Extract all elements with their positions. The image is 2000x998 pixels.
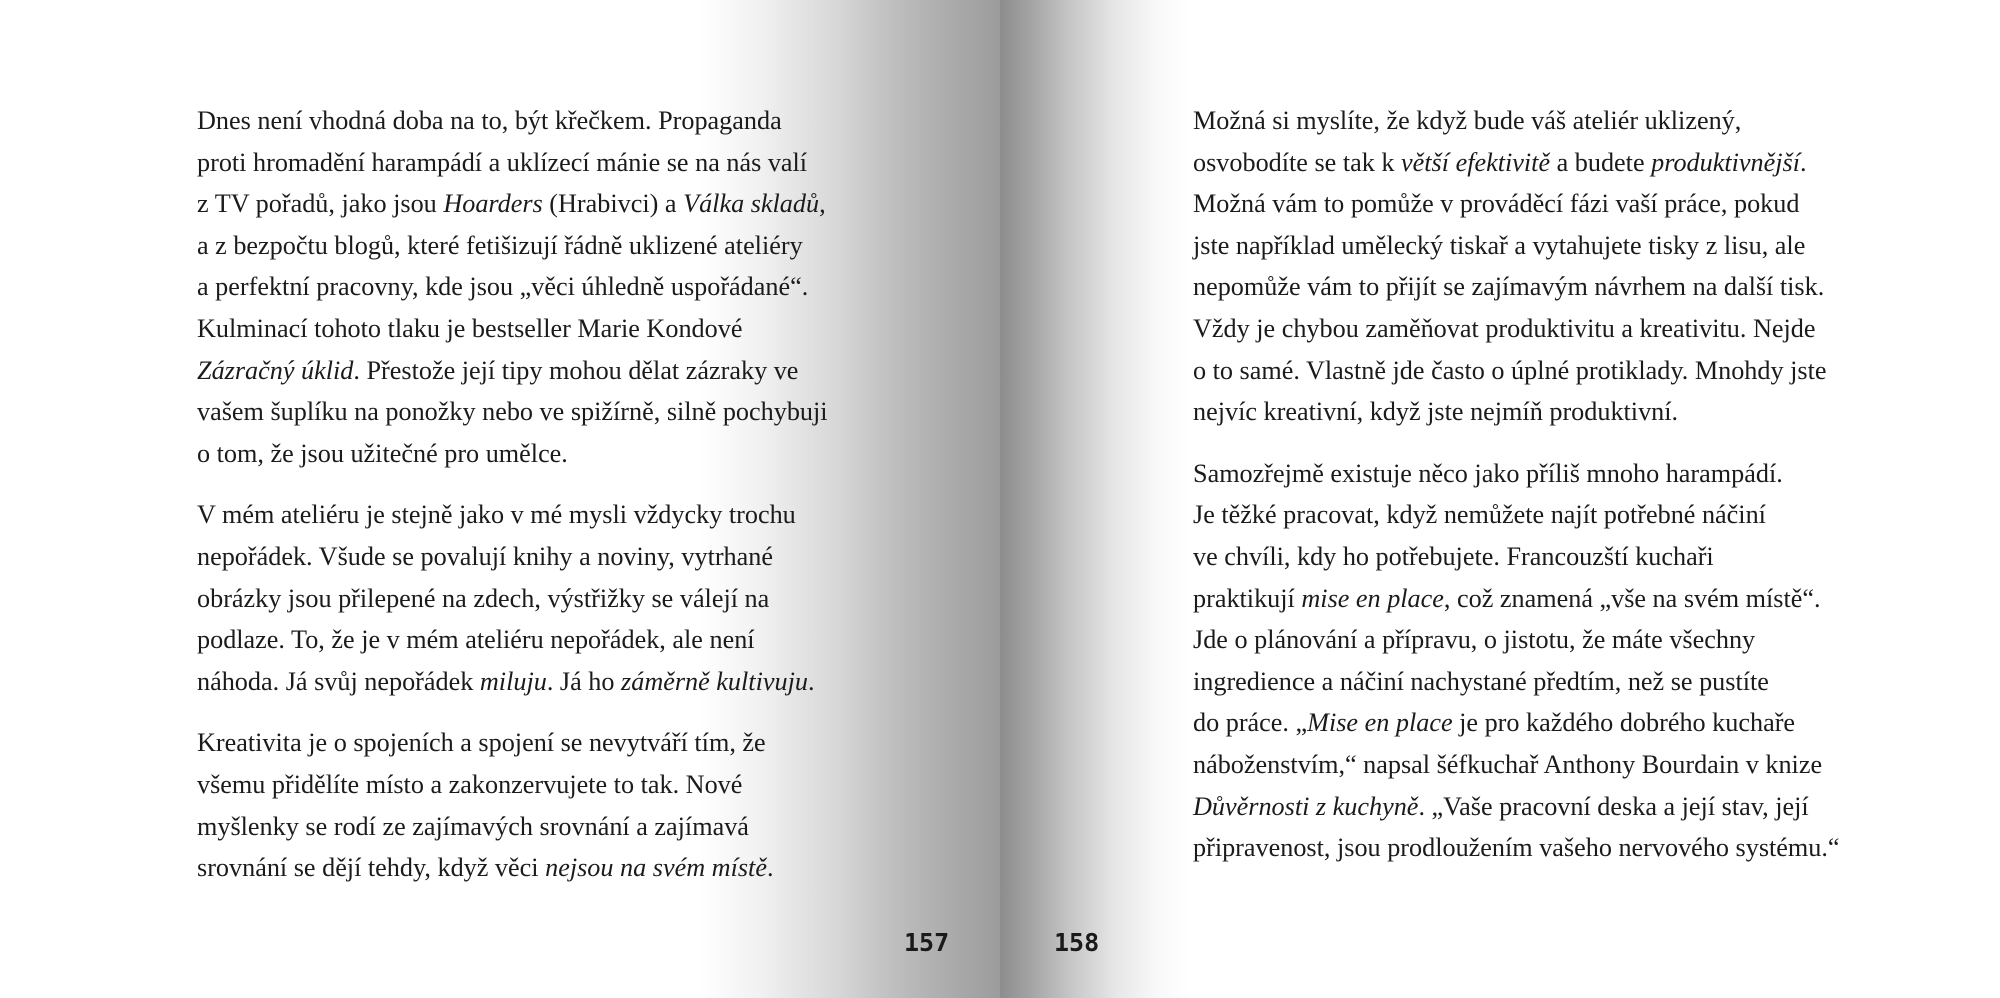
text-line: [197, 183, 837, 225]
text-line: [1193, 536, 1833, 578]
italic-text: nejsou na svém místě: [545, 853, 767, 883]
text-line: [197, 350, 837, 392]
text-segment: podlaze. To, že je v mém ateliéru nepořádek, ale není: [197, 625, 755, 655]
italic-text: záměrně kultivuju: [621, 666, 808, 696]
text-segment: náhoda. Já svůj nepořádek: [197, 666, 480, 696]
text-segment: Samozřejmě existuje něco jako příliš mnoho harampádí.: [1193, 458, 1783, 488]
text-line: [1193, 308, 1833, 350]
text-segment: a perfektní pracovny, kde jsou „věci úhledně uspořádané“.: [197, 272, 809, 302]
text-line: [1193, 183, 1833, 225]
text-segment: .: [766, 853, 774, 883]
text-segment: . Přestože její tipy mohou dělat zázraky ve: [353, 355, 799, 385]
text-segment: ingredience a náčiní nachystané předtím, než se pustíte: [1193, 666, 1769, 696]
text-segment: Vždy je chybou zaměňovat produktivitu a kreativitu. Nejde: [1193, 313, 1816, 343]
text-line: [197, 391, 837, 433]
text-line: [197, 308, 837, 350]
text-line: [1193, 225, 1833, 267]
text-line: [197, 142, 837, 184]
text-segment: Je těžké pracovat, když nemůžete najít potřebné náčiní: [1193, 500, 1766, 530]
paragraph: [197, 100, 837, 474]
right-page: [1000, 0, 2000, 998]
italic-text: Důvěrnosti z kuchyně: [1193, 791, 1419, 821]
italic-text: Hoarders: [443, 189, 543, 219]
text-line: [197, 225, 837, 267]
italic-text: větší efektivitě: [1401, 147, 1551, 177]
text-segment: .: [807, 666, 815, 696]
text-line: [1193, 100, 1833, 142]
text-line: [1193, 453, 1833, 495]
text-segment: (Hrabivci) a: [542, 189, 684, 219]
text-line: [1193, 702, 1833, 744]
paragraph: [197, 722, 837, 888]
text-line: [1193, 827, 1840, 869]
text-line: [1193, 619, 1833, 661]
text-segment: praktikují: [1193, 583, 1302, 613]
italic-text: mise en place: [1301, 583, 1444, 613]
text-line: [197, 661, 837, 703]
text-segment: jste například umělecký tiskař a vytahujete tisky z lisu, ale: [1193, 230, 1806, 260]
text-line: [1193, 494, 1833, 536]
text-line: [197, 494, 837, 536]
text-line: [197, 578, 837, 620]
text-segment: . „Vaše pracovní deska a její stav, její: [1418, 791, 1809, 821]
text-line: [197, 266, 837, 308]
text-segment: obrázky jsou přilepené na zdech, výstřižky se válejí na: [197, 583, 770, 613]
text-line: [1193, 391, 1833, 433]
text-line: [1193, 661, 1833, 703]
text-segment: srovnání se dějí tehdy, když věci: [197, 853, 546, 883]
text-segment: do práce. „: [1193, 708, 1308, 738]
text-segment: myšlenky se rodí ze zajímavých srovnání a zajímavá: [197, 811, 749, 841]
text-segment: o tom, že jsou užitečné pro umělce.: [197, 438, 568, 468]
text-segment: o to samé. Vlastně jde často o úplné protiklady. Mnohdy jste: [1193, 355, 1827, 385]
text-line: [1193, 786, 1833, 828]
text-line: [1193, 744, 1833, 786]
text-line: [197, 619, 837, 661]
text-segment: je pro každého dobrého kuchaře: [1452, 708, 1796, 738]
text-segment: nepomůže vám to přijít se zajímavým návrhem na další tisk.: [1193, 272, 1825, 302]
text-segment: a z bezpočtu blogů, které fetišizují řádně uklizené ateliéry: [197, 230, 803, 260]
text-line: [197, 722, 837, 764]
text-segment: . Já ho: [546, 666, 622, 696]
text-segment: ve chvíli, kdy ho potřebujete. Francouzští kuchaři: [1193, 541, 1714, 571]
text-segment: , což znamená „vše na svém místě“.: [1443, 583, 1821, 613]
text-segment: a budete: [1550, 147, 1652, 177]
text-line: [197, 433, 837, 475]
text-segment: Kulminací tohoto tlaku je bestseller Marie Kondové: [197, 313, 743, 343]
text-segment: vašem šuplíku na ponožky nebo ve spižírně, silně pochybuji: [197, 397, 828, 427]
text-line: [1193, 266, 1833, 308]
italic-text: Zázračný úklid: [197, 355, 354, 385]
text-segment: Jde o plánování a přípravu, o jistotu, že máte všechny: [1193, 625, 1756, 655]
paragraph: [1193, 453, 1840, 869]
text-segment: připravenost, jsou prodloužením vašeho nervového systému.“: [1193, 833, 1840, 863]
text-segment: Možná si myslíte, že když bude váš ateliér uklizený,: [1193, 106, 1742, 135]
text-segment: z TV pořadů, jako jsou: [197, 189, 444, 219]
left-page-text: [197, 100, 837, 909]
text-line: [1193, 350, 1833, 392]
paragraph: [1193, 100, 1833, 433]
text-segment: Dnes není vhodná doba na to, být křečkem. Propaganda: [197, 106, 782, 135]
italic-text: miluju: [479, 666, 547, 696]
text-line: [197, 100, 837, 142]
text-line: [197, 806, 837, 848]
text-segment: náboženstvím,“ napsal šéfkuchař Anthony Bourdain v knize: [1193, 749, 1823, 779]
text-segment: Možná vám to pomůže v prováděcí fázi vaší práce, pokud: [1193, 189, 1800, 219]
left-page-number: 157: [904, 928, 950, 957]
italic-text: produktivnější: [1651, 147, 1800, 177]
text-segment: V mém ateliéru je stejně jako v mé mysli vždycky trochu: [197, 500, 796, 530]
text-segment: .: [1800, 147, 1807, 177]
text-segment: osvobodíte se tak k: [1193, 147, 1402, 177]
paragraph: [197, 494, 837, 702]
italic-text: Mise en place: [1307, 708, 1453, 738]
right-page-text: [1193, 100, 1840, 889]
text-segment: všemu přidělíte místo a zakonzervujete to tak. Nové: [197, 769, 743, 799]
text-line: [197, 536, 837, 578]
text-segment: nejvíc kreativní, když jste nejmíň produktivní.: [1193, 397, 1679, 427]
text-segment: proti hromadění harampádí a uklízecí mánie se na nás valí: [197, 147, 808, 177]
italic-text: Válka skladů,: [683, 189, 826, 219]
text-line: [1193, 578, 1833, 620]
right-page-number: 158: [1054, 928, 1100, 957]
text-line: [197, 764, 837, 806]
text-line: [1193, 142, 1833, 184]
text-line: [197, 847, 837, 889]
text-segment: nepořádek. Všude se povalují knihy a noviny, vytrhané: [197, 541, 773, 571]
text-segment: Kreativita je o spojeních a spojení se nevytváří tím, že: [197, 728, 766, 758]
